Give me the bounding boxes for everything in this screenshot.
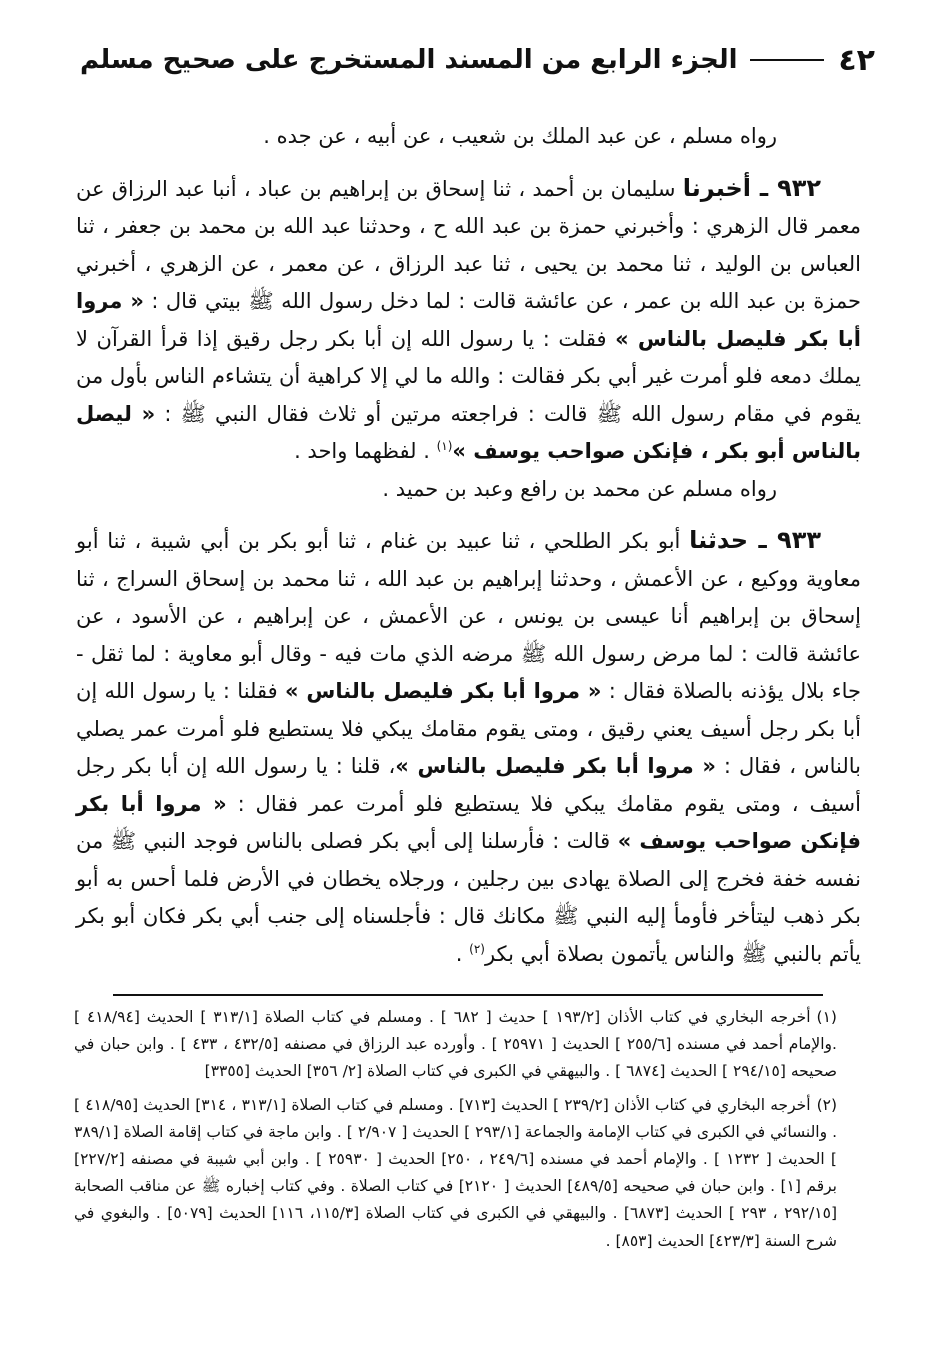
hadith-text: أبو بكر الطلحي ، ثنا عبيد بن غنام ، ثنا أبو بكر بن أبي شيبة ، ثنا أبو معاوية ووكيع ، عن الأعمش ، وحدثنا إبراهيم بن عبد الله ، ثنا محمد بن إسحاق السراج ، ثنا إسحاق بن إبراهيم أنا عيسى بن يونس ، عن الأعمش ، عن إبراهيم ، عن الأسود ، عن عائشة قالت : لما مرض رسول الله ﷺ مرضه الذي مات فيه - وقال أبو معاوية : لما ثقل - جاء بلال يؤذنه بالصلاة فقال :: [76, 529, 861, 703]
hadith-text: سليمان بن أحمد ، ثنا إسحاق بن إبراهيم بن عباد ، أنبا عبد الرزاق عن معمر قال الزهري : وأخبرني حمزة بن عبد الله ح ، وحدثنا عبد الله بن محمد بن جعفر ، ثنا العباس بن الوليد ، ثنا محمد بن يحيى ، ثنا عبد الرزاق ، عن معمر ، عن الزهري ، أخبرني حمزة بن عبد الله بن عمر ، عن عائشة قالت : لما دخل رسول الله ﷺ بيتي قال :: [76, 176, 861, 313]
main-text: [76, 118, 861, 973]
hadith-932: [76, 170, 861, 471]
hadith-text: فقلت : يا رسول الله إن أبا بكر رجل رقيق إذا قرأ القرآن لا يملك دمعه فلو أمرت غير أبي بكر فقالت : والله ما لي إلا كراهية أن يتشاءم الناس بأول من يقوم في مقام رسول الله ﷺ قالت : فراجعته مرتين أو ثلاث فقال النبي ﷺ :: [76, 326, 861, 426]
footnote-mark: (٢): [816, 1095, 838, 1114]
attribution-line: رواه مسلم عن محمد بن رافع وعبد بن حميد .: [382, 476, 777, 501]
footnote: [74, 1004, 837, 1086]
page-number: ٤٢: [838, 42, 875, 78]
footnote-mark: (١): [816, 1008, 837, 1026]
prophetic-quote: « مروا أبا بكر فإنكن صواحب يوسف »: [76, 791, 861, 853]
hadith-text: . لفظهما واحد .: [294, 439, 437, 463]
footnote-reference: (١): [436, 439, 453, 453]
prophetic-quote: « مروا أبا بكر فليصل بالناس »: [76, 289, 861, 351]
hadith-text: قالت : فأرسلنا إلى أبي بكر فصلى بالناس فوجد النبي ﷺ من نفسه خفة فخرج إلى الصلاة يهادى بين رجلين ، ورجلاه يخطان في الأرض فلما أحس به أبو بكر ذهب ليتأخر فأومأ إليه النبي ﷺ مكانك قال : فأجلسناه إلى جنب أبي بكر فكان أبو بكر يأتم بالنبي ﷺ والناس يأتمون بصلاة أبي بكر: [76, 829, 861, 966]
hadith-text: فقلنا : يا رسول الله إن أبا بكر رجل أسيف يعني رقيق ، ومتى يقوم مقامك يبكي فلا يستطيع فلو أمرت عمر يصلي بالناس ، فقال :: [76, 679, 861, 778]
hadith-933: [76, 522, 861, 973]
hadith-text: .: [455, 941, 470, 966]
footnotes: [74, 1004, 837, 1261]
footnote-separator: [113, 994, 823, 996]
prophetic-quote: « مروا أبا بكر فليصل بالناس »: [284, 679, 602, 703]
book-title: الجزء الرابع من المسند المستخرج على صحيح مسلم: [80, 45, 738, 75]
prophetic-quote: « مروا أبا بكر فليصل بالناس »: [395, 754, 716, 778]
hadith-number: ٩٣٢ ـ أخبرنا: [682, 173, 822, 202]
footnote-text: أخرجه البخاري في كتاب الأذان [٢٣٩/٢ ] الحديث [٧١٣] . ومسلم في كتاب الصلاة [٣١٣/١ ، ٣١٤] الحديث [٤١٨/٩٥ ] . والنسائي في الكبرى في كتاب الإمامة والجماعة [٢٩٣/١ ] الحديث [ ٢/٩٠٧ ] . وابن ماجة في كتاب إقامة الصلاة [٣٨٩/١ ] الحديث [ ١٢٣٢ ] . والإمام أحمد في مسنده [٢٤٩/٦ ، ٢٥٠] الحديث [ ٢٥٩٣٠ ] . وابن أبي شيبة في مصنفه [٢٢٧/٢] برقم [١] . وابن حبان في صحيحه [٤٨٩/٥] الحديث [ ٢١٢٠] في كتاب الصلاة . وفي كتاب إخباره ﷺ عن مناقب الصحابة [٢٩٢/١٥ ، ٢٩٣ ] الحديث [٦٨٧٣] . والبيهقي في الكبرى في كتاب الصلاة [١١٥/٣، ١١٦] الحديث [٥٠٧٩] . والبغوي في شرح السنة [٤٢٣/٣] الحديث [٨٥٣] .: [74, 1095, 838, 1250]
hadith-text: ، قلنا : يا رسول الله إن أبا بكر رجل أسيف ، ومتى يقوم مقامك يبكي فلا يستطيع فلو أمرت عمر فقال :: [76, 754, 861, 816]
header-rule: [750, 59, 825, 61]
footnote: [74, 1092, 837, 1255]
running-header: [80, 36, 875, 84]
footnote-reference: (٢): [469, 941, 485, 956]
prophetic-quote: « ليصل بالناس أبو بكر ، فإنكن صواحب يوسف »: [76, 401, 861, 463]
hadith-number: ٩٣٣ ـ حدثنا: [689, 526, 821, 554]
attribution-line: رواه مسلم ، عن عبد الملك بن شعيب ، عن أبيه ، عن جده .: [263, 124, 777, 148]
footnote-text: أخرجه البخاري في كتاب الأذان [١٩٣/٢ ] حديث [ ٦٨٢ ] . ومسلم في كتاب الصلاة [٣١٣/١ ] الحديث [٤١٨/٩٤ ] .والإمام أحمد في مسنده [٢٥٥/٦ ] الحديث [ ٢٥٩٧١ ] . وأورده عبد الرزاق في مصنفه [٤٣٢/٥ ، ٤٣٣ ] . وابن حبان في صحيحه [٢٩٤/١٥ ] الحديث [٦٨٧٤ ] . والبيهقي في الكبرى في كتاب الصلاة [٢/ ٣٥٦] الحديث [٣٣٥٥]: [74, 1008, 837, 1081]
